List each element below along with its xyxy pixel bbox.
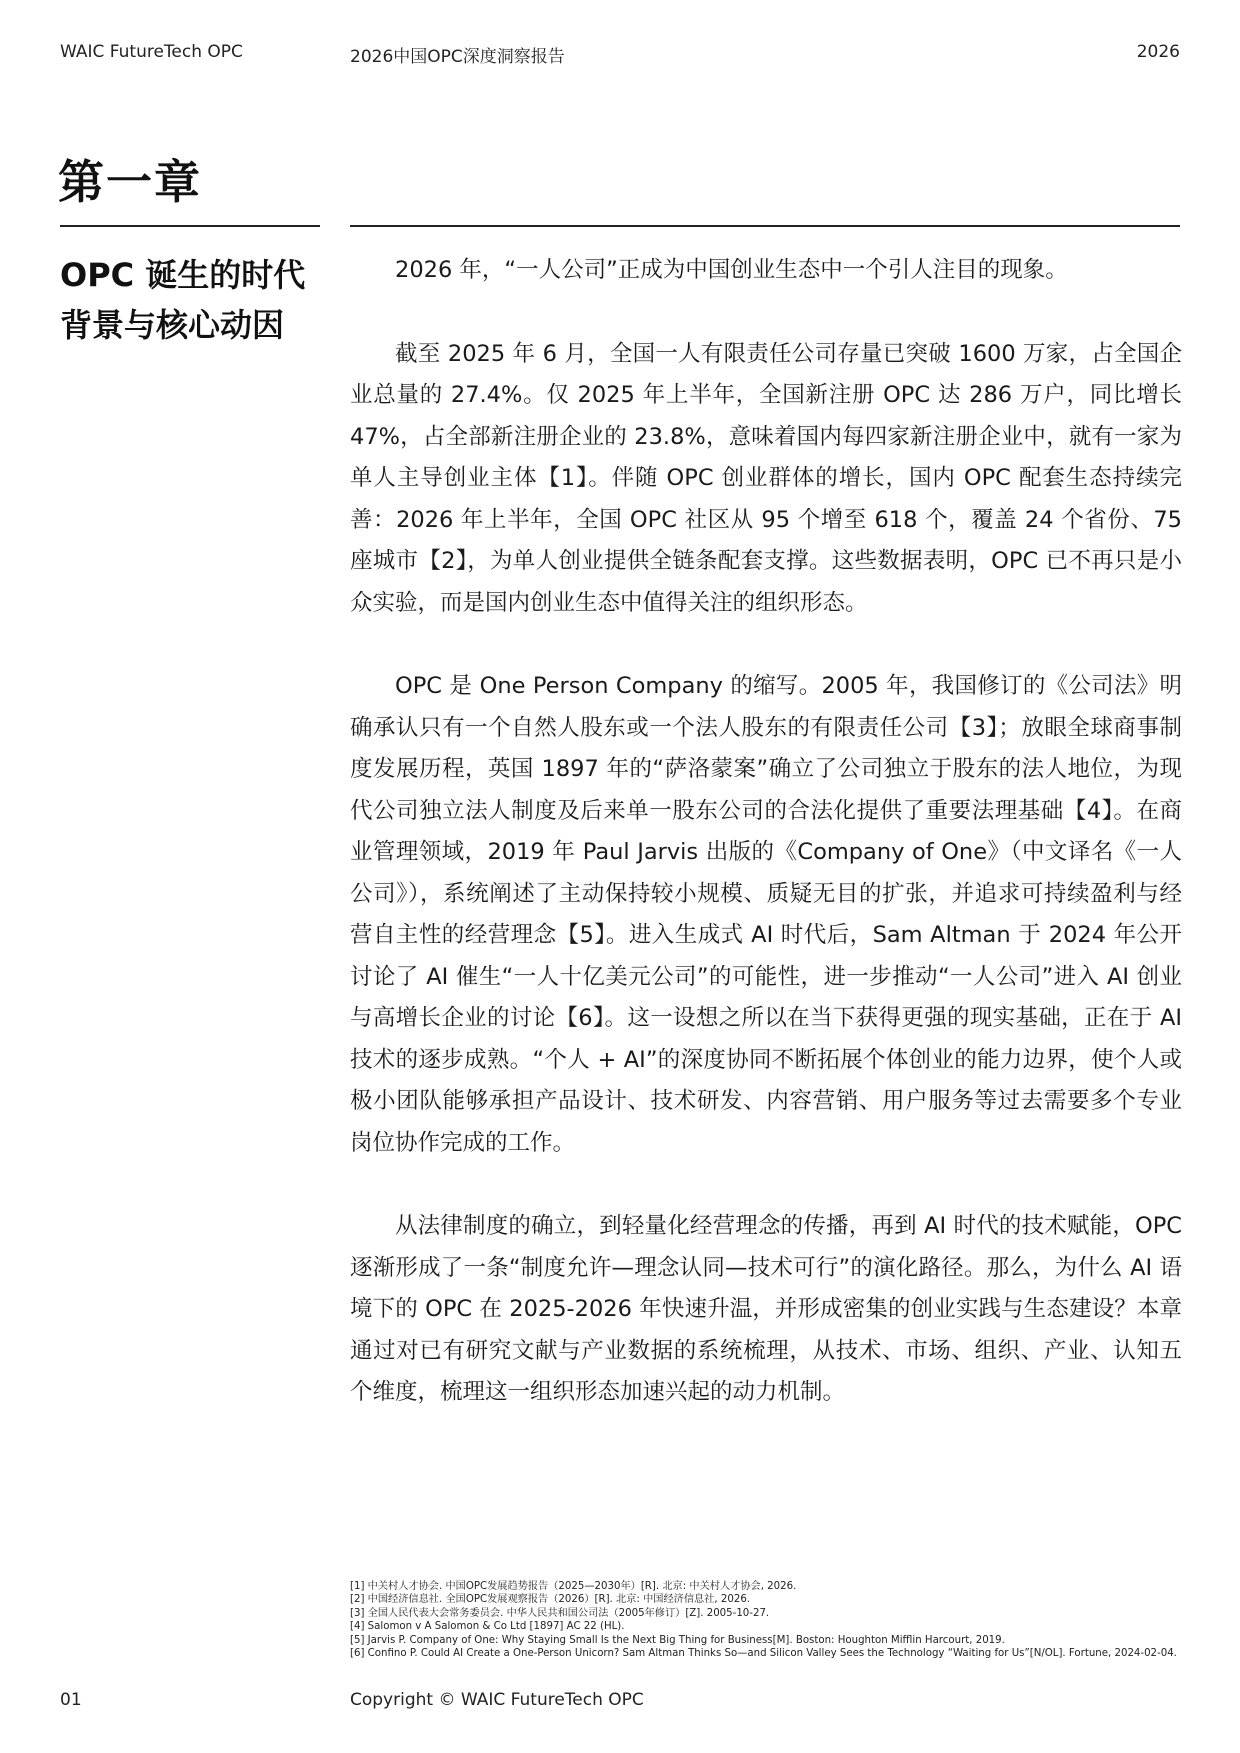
footnote-6: [6] Confino P. Could AI Create a One-Person Unicorn? Sam Altman Thinks So—and Silicon Valley Sees the Technology “Waiting for Us”[N/OL]. Fortune, 2024-02-04. [350,1648,1177,1660]
section-title [60,250,340,350]
footnote-1: [1] 中关村人才协会. 中国OPC发展趋势报告（2025—2030年）[R]. 北京: 中关村人才协会, 2026. [350,1581,797,1592]
section-title-line-1: OPC 诞生的时代 [60,256,306,294]
footnote-3: [3] 全国人民代表大会常务委员会. 中华人民共和国公司法（2005年修订）[Z]. 2005-10-27. [350,1607,770,1619]
header-org-name: WAIC FutureTech OPC [60,42,243,62]
chapter-heading: 第一章 [58,155,202,209]
paragraph-summary: 从法律制度的确立，到轻量化经营理念的传播，再到 AI 时代的技术赋能，OPC 逐渐形成了一条“制度允许—理念认同—技术可行”的演化路径。那么，为什么 AI 语境下的 OPC 在 2025-2026 年快速升温，并形成密集的创业实践与生态建设？本章通过对已有研究文献与产业数据的系统梳理，从技术、市场、组织、产业、认知五个维度，梳理这一组织形态加速兴起的动力机制。 [350,1213,1182,1405]
paragraph-intro: 2026 年，“一人公司”正成为中国创业生态中一个引人注目的现象。 [395,257,1068,283]
section-title-line-2: 背景与核心动因 [60,306,285,344]
footnote-2: [2] 中国经济信息社. 全国OPC发展观察报告（2026）[R]. 北京: 中国经济信息社, 2026. [350,1594,751,1606]
paragraph-history: OPC 是 One Person Company 的缩写。2005 年，我国修订的《公司法》明确承认只有一个自然人股东或一个法人股东的有限责任公司【3】；放眼全球商事制度发展历程，英国 1897 年的“萨洛蒙案”确立了公司独立于股东的法人地位，为现代公司独立法人制度及后来单一股东公司的合法化提供了重要法理基础【4】。在商业管理领域，2019 年 Paul Jarvis 出版的《Company of One》（中文译名《一人公司》），系统阐述了主动保持较小规模、质疑无目的扩张，并追求可持续盈利与经营自主性的经营理念【5】。进入生成式 AI 时代后，Sam Altman 于 2024 年公开讨论了 AI 催生“一人十亿美元公司”的可能性，进一步推动“一人公司”进入 AI 创业与高增长企业的讨论【6】。这一设想之所以在当下获得更强的现实基础，正在于 AI 技术的逐步成熟。“个人 + AI”的深度协同不断拓展个体创业的能力边界，使个人或极小团队能够承担产品设计、技术研发、内容营销、用户服务等过去需要多个专业岗位协作完成的工作。 [350,673,1182,1156]
copyright-notice: Copyright © WAIC FutureTech OPC [350,1690,644,1710]
paragraph-statistics: 截至 2025 年 6 月，全国一人有限责任公司存量已突破 1600 万家，占全国企业总量的 27.4%。仅 2025 年上半年，全国新注册 OPC 达 286 万户，同比增长 47%，占全部新注册企业的 23.8%，意味着国内每四家新注册企业中，就有一家为单人主导创业主体【1】。伴随 OPC 创业群体的增长，国内 OPC 配套生态持续完善：2026 年上半年，全国 OPC 社区从 95 个增至 618 个，覆盖 24 个省份、75 座城市【2】，为单人创业提供全链条配套支撑。这些数据表明，OPC 已不再只是小众实验，而是国内创业生态中值得关注的组织形态。 [350,340,1182,616]
page-number: 01 [60,1690,82,1710]
footnote-4: [4] Salomon v A Salomon & Co Ltd [1897] AC 22 (HL). [350,1621,625,1633]
divider-left [60,225,320,227]
body-text [350,250,1182,1456]
divider-right [350,225,1180,227]
footnote-5: [5] Jarvis P. Company of One: Why Staying Small Is the Next Big Thing for Business[M]. Boston: Houghton Mifflin Harcourt, 2019. [350,1634,1005,1646]
footnotes [350,1580,1190,1660]
header-report-title: 2026中国OPC深度洞察报告 [350,47,565,67]
header-year: 2026 [1136,42,1180,62]
